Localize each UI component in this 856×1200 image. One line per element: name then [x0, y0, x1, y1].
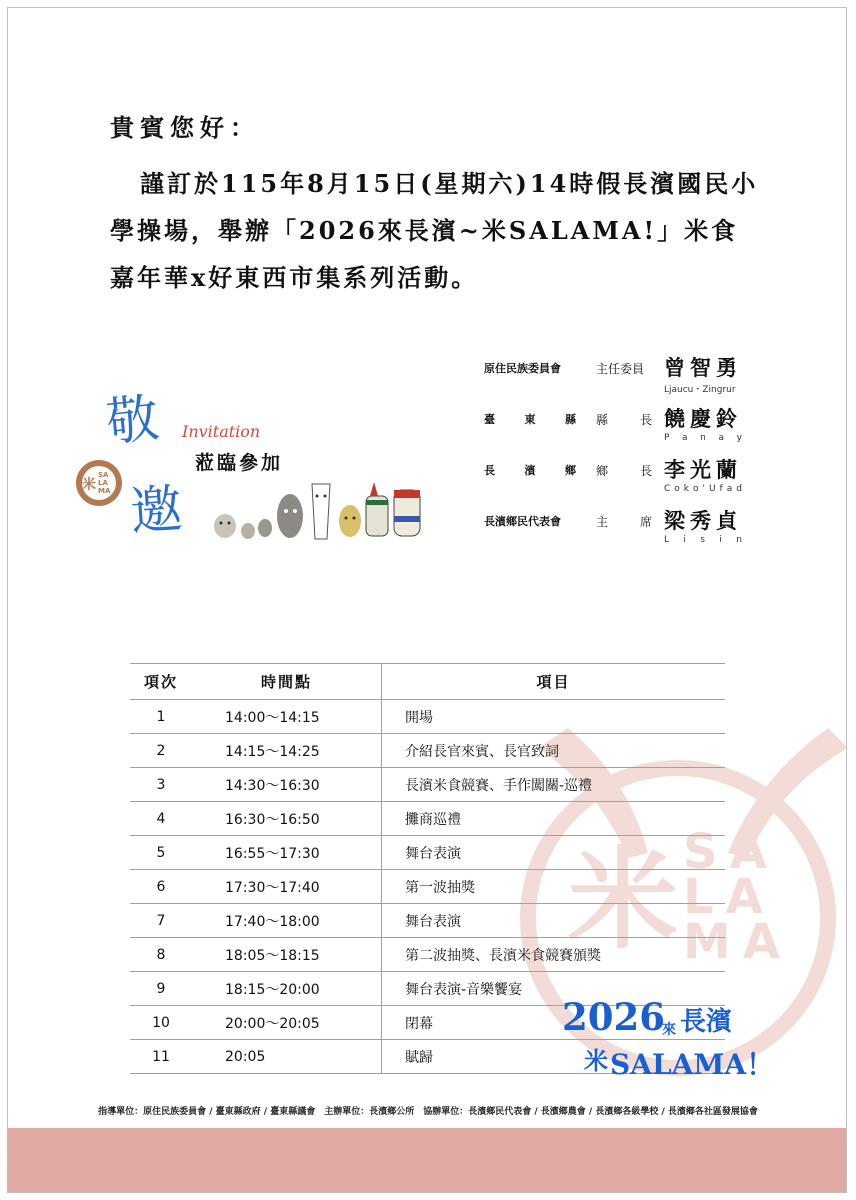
row-time: 20:05 [192, 1040, 382, 1074]
table-row [130, 734, 725, 768]
row-no: 8 [130, 938, 192, 972]
spaced-char: k [683, 484, 689, 494]
logo-la: LA [98, 479, 108, 487]
event-logo-lai: 來 [662, 1022, 676, 1038]
invitation-paragraph: 謹訂於115年8月15日(星期六)14時假長濱國民小學操場，舉辦「2026來長濱~米SALAMA!」米食嘉年華x好東西市集系列活動。 [110, 169, 759, 292]
attend-text: 蒞臨參加 [195, 452, 284, 474]
row-time: 20:00～20:05 [192, 1006, 382, 1040]
signer-row [484, 505, 746, 556]
jing-calligraphy: 敬 [103, 388, 162, 454]
row-no: 7 [130, 904, 192, 938]
row-time: 17:30～17:40 [192, 870, 382, 904]
row-time: 16:55～17:30 [192, 836, 382, 870]
spaced-char: 長 [639, 464, 652, 478]
row-item: 舞台表演 [382, 904, 726, 938]
row-time: 14:00～14:15 [192, 700, 382, 734]
watermark-sa: SA [683, 824, 779, 880]
mascot-characters [210, 476, 425, 546]
signer-name: 梁秀貞 [664, 508, 742, 533]
signer-row [484, 403, 746, 454]
row-time: 14:30～16:30 [192, 768, 382, 802]
spaced-char: 席 [639, 515, 652, 529]
spaced-char: 長 [639, 413, 652, 427]
signer-subtitle [664, 535, 742, 545]
logo-ma: MA [98, 487, 111, 495]
signer-name: 李光蘭 [664, 457, 742, 482]
watermark-rice-glyph: 米 [568, 835, 678, 964]
event-logo-salama: SALAMA！ [610, 1048, 775, 1081]
row-time: 14:15～14:25 [192, 734, 382, 768]
signer-org [484, 411, 576, 427]
header-time: 時間點 [192, 664, 382, 700]
spaced-char: a [726, 484, 733, 494]
row-no: 3 [130, 768, 192, 802]
schedule-header-row [130, 664, 725, 700]
spaced-char: n [736, 535, 742, 545]
signer-subtitle [664, 484, 742, 494]
row-item: 開場 [382, 700, 726, 734]
row-no: 4 [130, 802, 192, 836]
salama-logo-badge [74, 458, 124, 508]
event-logo-rice: 米 [584, 1046, 608, 1075]
mascot-rice-ball-icon [214, 514, 236, 538]
spaced-char: y [736, 433, 742, 443]
table-row [130, 768, 725, 802]
spaced-char: i [683, 535, 686, 545]
spaced-char: i [719, 535, 722, 545]
signer-list [484, 352, 746, 556]
row-item: 攤商巡禮 [382, 802, 726, 836]
signer-row [484, 352, 746, 403]
greeting: 貴賓您好： [110, 113, 260, 142]
spaced-char: L [664, 535, 670, 545]
row-item: 舞台表演-音樂饗宴 [382, 972, 726, 1006]
logo-sa: SA [98, 471, 109, 479]
event-logo-year: 2026 [562, 995, 665, 1039]
signer-name: 饒慶鈴 [664, 406, 742, 431]
table-row [130, 802, 725, 836]
signer-subtitle [664, 433, 742, 443]
row-time: 16:30～16:50 [192, 802, 382, 836]
row-no: 10 [130, 1006, 192, 1040]
spaced-char: 縣 [565, 413, 576, 426]
signer-org: 長濱鄉民代表會 [484, 515, 561, 528]
spaced-char: 鄉 [565, 464, 576, 477]
signer-title [596, 513, 652, 530]
row-no: 9 [130, 972, 192, 1006]
table-row [130, 870, 725, 904]
table-row [130, 938, 725, 972]
mascot-grey-icon [277, 494, 303, 538]
mascot-white-icon [312, 484, 330, 539]
signer-org: 原住民族委員會 [484, 362, 561, 375]
table-row [130, 700, 725, 734]
row-time: 18:15～20:00 [192, 972, 382, 1006]
spaced-char: a [718, 433, 725, 443]
row-item: 第二波抽獎、長濱米食競賽頒獎 [382, 938, 726, 972]
spaced-char: a [682, 433, 688, 443]
spaced-char: 東 [524, 413, 536, 426]
spaced-char: s [700, 535, 705, 545]
spaced-char: o [692, 484, 699, 494]
row-time: 18:05～18:15 [192, 938, 382, 972]
row-item: 賦歸 [382, 1040, 726, 1074]
event-logo-place: 長濱 [680, 1007, 733, 1037]
spaced-char: 濱 [524, 464, 536, 477]
signer-title: 主任委員 [596, 362, 645, 376]
organizer-credits: 指導單位：原住民族委員會 / 臺東縣政府 / 臺東縣議會 主辦單位：長濱鄉公所 協辦單位：長濱鄉民代表會 / 長濱鄉農會 / 長濱鄉各級學校 / 長濱鄉各社區發展協會 [98, 1107, 758, 1117]
spaced-char: 長 [484, 464, 495, 477]
row-no: 2 [130, 734, 192, 768]
footer-band [8, 1128, 846, 1192]
spaced-char: 主 [596, 515, 609, 529]
row-no: 1 [130, 700, 192, 734]
row-no: 6 [130, 870, 192, 904]
row-item: 閉幕 [382, 1006, 726, 1040]
yao-calligraphy: 邀 [128, 479, 185, 543]
signer-subtitle: Ljaucu・Zingrur [664, 385, 736, 395]
spaced-char: o [674, 484, 680, 494]
mascot-small-icon [241, 519, 272, 539]
signer-title [596, 411, 652, 428]
row-item: 第一波抽獎 [382, 870, 726, 904]
spaced-char: f [719, 484, 723, 494]
signer-title [596, 462, 652, 479]
table-row [130, 836, 725, 870]
row-item: 介紹長官來賓、長官致詞 [382, 734, 726, 768]
signer-row [484, 454, 746, 505]
spaced-char: 鄉 [596, 464, 609, 478]
header-no: 項次 [130, 664, 192, 700]
row-no: 11 [130, 1040, 192, 1074]
spaced-char: U [708, 484, 716, 494]
row-time: 17:40～18:00 [192, 904, 382, 938]
mascot-feather-icon [366, 482, 388, 536]
spaced-char: ' [702, 484, 705, 494]
spaced-char: 縣 [596, 413, 609, 427]
watermark-ma: MA [683, 914, 792, 970]
invitation-body [110, 160, 760, 301]
spaced-char: n [700, 433, 706, 443]
row-item: 舞台表演 [382, 836, 726, 870]
mascot-gold-icon [339, 505, 361, 537]
spaced-char: d [736, 484, 742, 494]
watermark-la: LA [683, 869, 775, 925]
row-no: 5 [130, 836, 192, 870]
mascot-aboriginal-icon [394, 490, 420, 536]
spaced-char: 臺 [484, 413, 495, 426]
invitation-script: Invitation [182, 422, 261, 441]
logo-rice-glyph: 米 [82, 477, 96, 493]
signer-org [484, 462, 576, 478]
table-row [130, 904, 725, 938]
header-item: 項目 [382, 664, 726, 700]
spaced-char: P [664, 433, 670, 443]
row-item: 長濱米食競賽、手作闖關-巡禮 [382, 768, 726, 802]
signer-name: 曾智勇 [664, 355, 742, 380]
spaced-char: C [664, 484, 671, 494]
event-logo [562, 995, 775, 1081]
invitation-art [70, 378, 420, 548]
